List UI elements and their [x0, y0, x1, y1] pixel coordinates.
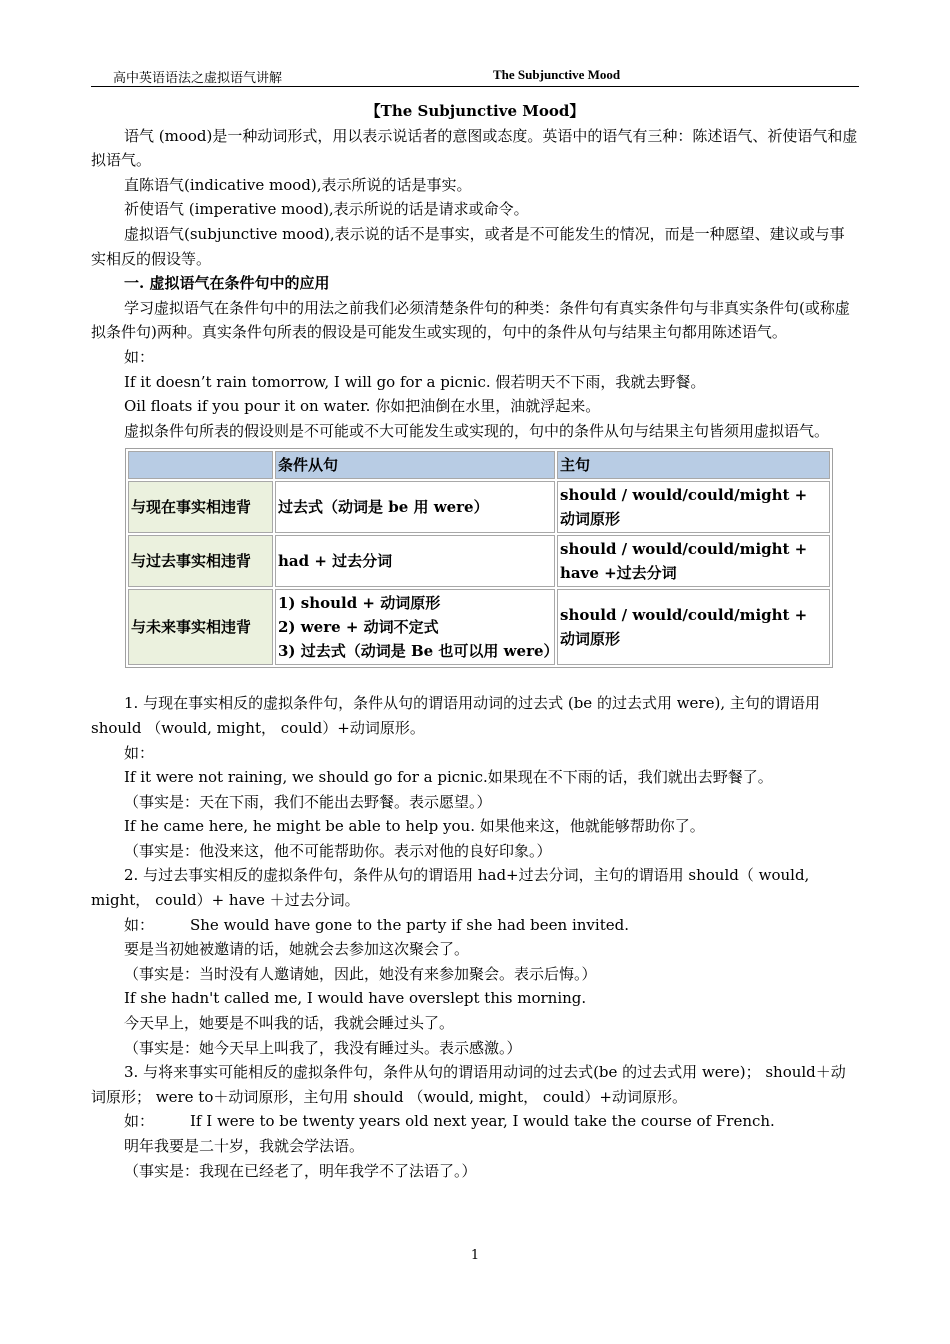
header-right-title: The Subjunctive Mood	[493, 67, 621, 82]
clause-line: 1) should + 动词原形	[278, 594, 441, 613]
table-header-row	[128, 451, 830, 479]
example-translation: 今天早上，她要是不叫我的话，我就会睡过头了。	[124, 1014, 455, 1033]
document-title: 【The Subjunctive Mood】	[365, 102, 585, 120]
document-body	[91, 99, 859, 1183]
example-note: （事实是：天在下雨，我们不能出去野餐。表示愿望。）	[124, 792, 492, 811]
point-paragraph: 3. 与将来事实可能相反的虚拟条件句，条件从句的谓语用动词的过去式(be 的过去式用 were)； should＋动词原形； were to＋动词原形，主句用 should （would, might， could）+动词原形。	[91, 1063, 846, 1106]
clause-cell	[275, 589, 559, 665]
example-label: 如：	[124, 1112, 155, 1131]
example-translation: 要是当初她被邀请的话，她就会去参加这次聚会了。	[124, 940, 470, 959]
row-label: 与现在事实相违背	[128, 481, 273, 533]
example-sentence: If she hadn't called me, I would have overslept this morning.	[124, 989, 587, 1008]
example-text: If I were to be twenty years old next year, I would take the course of French.	[190, 1112, 775, 1131]
example-sentence	[91, 913, 859, 938]
example-note: （事实是：当时没有人邀请她，因此，她没有来参加聚会。表示后悔。）	[124, 964, 597, 983]
example-translation: 明年我要是二十岁，我就会学法语。	[124, 1137, 365, 1155]
conditional-table	[125, 448, 833, 668]
intro-paragraph: 祈使语气 (imperative mood),表示所说的话是请求或命令。	[124, 200, 529, 219]
section-paragraph: 学习虚拟语气在条件句中的用法之前我们必须清楚条件句的种类：条件句有真实条件句与非真实条件句(或称虚拟条件句)两种。真实条件句所表的假设是可能发生或实现的，句中的条件从句与结果主句都用陈述语气。	[91, 298, 850, 342]
clause-line: 3) 过去式（动词是 Be 也可以用 were）	[278, 642, 559, 661]
page-header	[91, 66, 859, 87]
example-note: （事实是：我现在已经老了，明年我学不了法语了。）	[124, 1161, 477, 1180]
table-row	[128, 589, 830, 665]
clause-line: had + 过去分词	[278, 552, 393, 571]
section-paragraph: 虚拟条件句所表的假设则是不可能或不大可能发生或实现的，句中的条件从句与结果主句皆须用虚拟语气。	[124, 421, 830, 440]
clause-cell	[275, 535, 555, 587]
intro-paragraph: 直陈语气(indicative mood),表示所说的话是事实。	[124, 175, 472, 194]
example-note: （事实是：他没来这，他不可能帮助你。表示对他的良好印象。）	[124, 841, 552, 860]
example-sentence: If it were not raining, we should go for a picnic.如果现在不下雨的话，我们就出去野餐了。	[124, 768, 773, 787]
table-row	[128, 535, 830, 587]
section-heading: 一. 虚拟语气在条件句中的应用	[124, 274, 330, 293]
clause-line: 2) were + 动词不定式	[278, 618, 439, 637]
table-row	[128, 481, 830, 533]
main-cell: should / would/could/might + 动词原形	[557, 589, 830, 665]
page-number: 1	[470, 1248, 480, 1263]
clause-cell	[275, 481, 555, 533]
example-note: （事实是：她今天早上叫我了，我没有睡过头。表示感激。）	[124, 1038, 522, 1057]
main-cell: should / would/could/might + 动词原形	[557, 481, 830, 533]
table-header-cell: 主句	[557, 451, 830, 479]
header-left-title: 高中英语语法之虚拟语气讲解	[113, 71, 283, 86]
point-paragraph: 1. 与现在事实相反的虚拟条件句，条件从句的谓语用动词的过去式 (be 的过去式用 were), 主句的谓语用 should （would, might， could）+动词原形。	[91, 694, 820, 737]
main-cell: should / would/could/might + have +过去分词	[557, 535, 830, 587]
table-header-cell	[128, 451, 273, 479]
table-header-cell: 条件从句	[275, 451, 555, 479]
row-label: 与未来事实相违背	[128, 589, 273, 665]
example-sentence: Oil floats if you pour it on water. 你如把油倒在水里，油就浮起来。	[124, 397, 601, 416]
example-sentence: If it doesn’t rain tomorrow, I will go for a picnic. 假若明天不下雨，我就去野餐。	[124, 372, 706, 391]
example-label: 如：	[124, 915, 155, 934]
example-sentence: If he came here, he might be able to help you. 如果他来这，他就能够帮助你了。	[124, 817, 705, 836]
example-label: 如：	[124, 743, 155, 762]
example-text: She would have gone to the party if she had been invited.	[190, 915, 629, 934]
example-label: 如：	[124, 347, 155, 366]
intro-paragraph: 虚拟语气(subjunctive mood),表示说的话不是事实，或者是不可能发生的情况，而是一种愿望、建议或与事实相反的假设等。	[91, 224, 845, 268]
clause-line: 过去式（动词是 be 用 were）	[278, 498, 489, 517]
row-label: 与过去事实相违背	[128, 535, 273, 587]
intro-paragraph: 语气 (mood)是一种动词形式，用以表示说话者的意图或态度。英语中的语气有三种：陈述语气、祈使语气和虚拟语气。	[91, 126, 858, 170]
example-sentence	[91, 1109, 859, 1134]
point-paragraph: 2. 与过去事实相反的虚拟条件句，条件从句的谓语用 had+过去分词，主句的谓语用 should（ would, might， could）+ have ＋过去分词。	[91, 866, 810, 910]
